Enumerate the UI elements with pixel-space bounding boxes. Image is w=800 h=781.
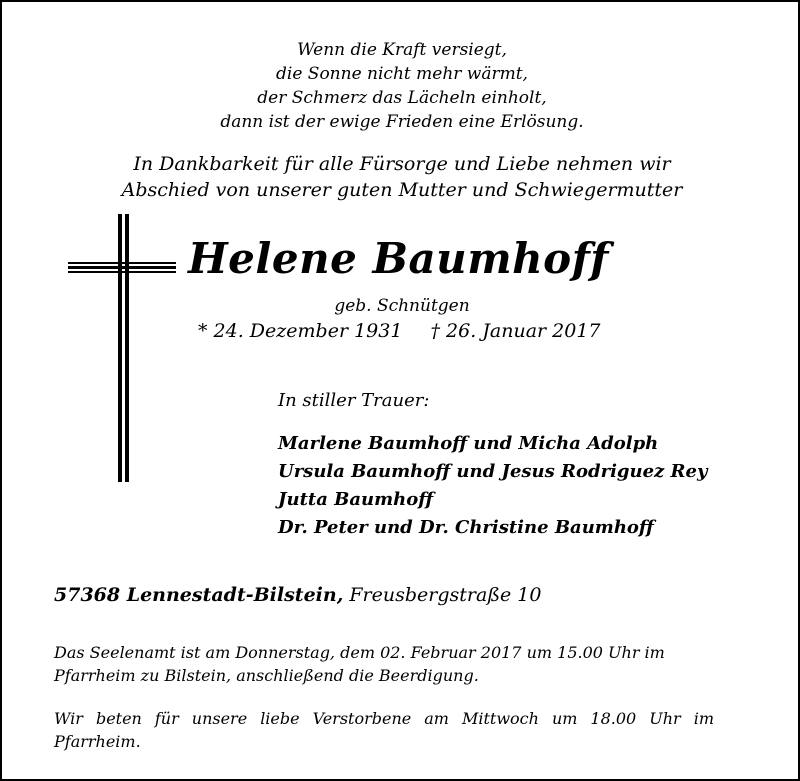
deceased-name: Helene Baumhoff xyxy=(188,234,609,283)
verse-line: dann ist der ewige Frieden eine Erlösung. xyxy=(220,112,584,132)
prayer-notice: Wir beten für unsere liebe Verstorbene am Mittwoch um 18.00 Uhr im Pfarrheim. xyxy=(54,709,714,751)
address-city: 57368 Lennestadt-Bilstein, xyxy=(54,584,344,606)
mourning-label: In stiller Trauer: xyxy=(278,390,430,411)
mourner: Dr. Peter und Dr. Christine Baumhoff xyxy=(278,517,654,538)
address xyxy=(54,584,541,606)
verse-line: die Sonne nicht mehr wärmt, xyxy=(276,64,528,84)
life-dates xyxy=(198,320,601,342)
mourner: Jutta Baumhoff xyxy=(278,489,434,510)
verse-line: Wenn die Kraft versiegt, xyxy=(297,40,507,60)
death-date: † 26. Januar 2017 xyxy=(430,320,601,342)
mourner: Ursula Baumhoff und Jesus Rodriguez Rey xyxy=(278,461,708,482)
address-street: Freusbergstraße 10 xyxy=(349,584,542,606)
birth-date: * 24. Dezember 1931 xyxy=(198,320,403,342)
latin-cross-icon xyxy=(68,214,176,482)
mourners-list xyxy=(278,430,707,542)
thanks-line: Abschied von unserer guten Mutter und Schwiegermutter xyxy=(121,179,683,201)
mourner: Marlene Baumhoff und Micha Adolph xyxy=(278,433,659,454)
verse-line: der Schmerz das Lächeln einholt, xyxy=(257,88,547,108)
thanks-line: In Dankbarkeit für alle Fürsorge und Liebe nehmen wir xyxy=(133,153,671,175)
birth-name: geb. Schnütgen xyxy=(334,296,470,316)
requiem-notice: Das Seelenamt ist am Donnerstag, dem 02. Februar 2017 um 15.00 Uhr im Pfarrheim zu Bilstein, anschließend die Beerdigung. xyxy=(54,643,665,685)
verse xyxy=(2,38,800,134)
thanks-text xyxy=(2,151,800,203)
